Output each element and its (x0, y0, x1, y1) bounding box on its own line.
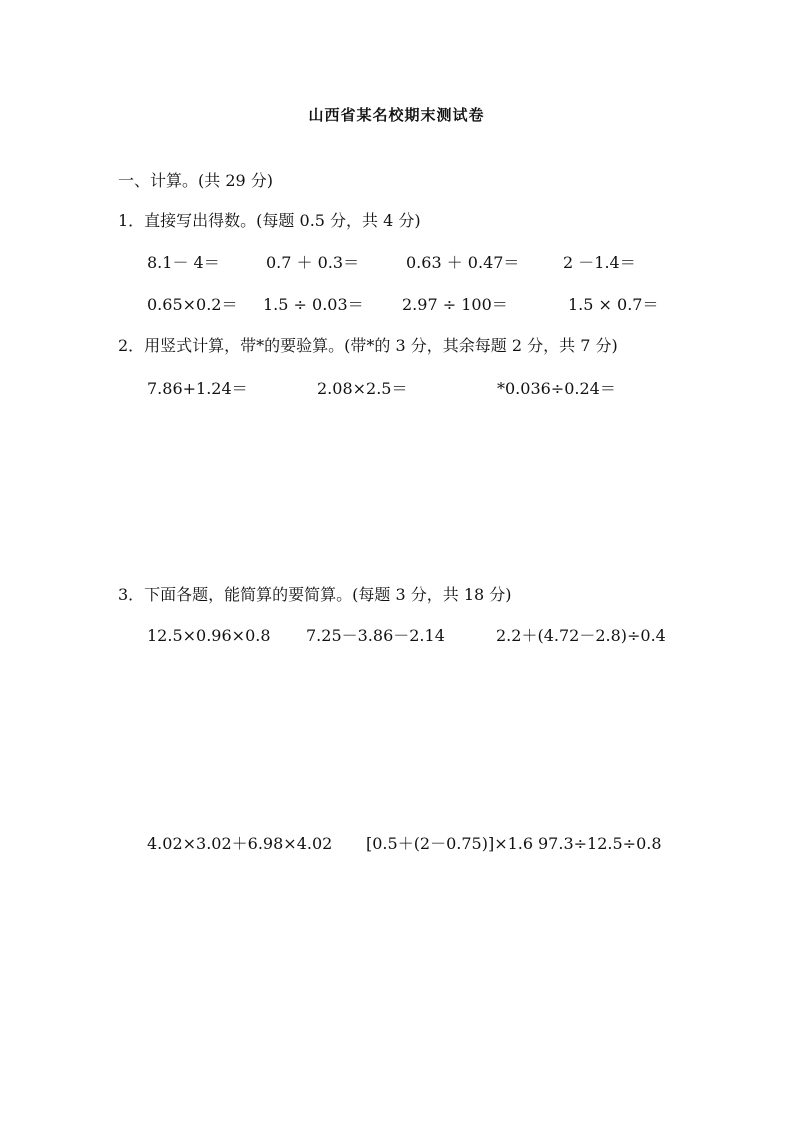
q3-expression: 7.25－3.86－2.14 (306, 626, 445, 645)
question-2-heading: 2．用竖式计算，带*的要验算。(带*的 3 分，其余每题 2 分，共 7 分) (118, 336, 618, 355)
q2-expression: *0.036÷0.24＝ (497, 379, 616, 398)
q3-expression: 97.3÷12.5÷0.8 (538, 834, 662, 853)
q3-expression: 12.5×0.96×0.8 (147, 626, 271, 645)
q1-expression: 2.97 ÷ 100＝ (402, 295, 508, 314)
q1-expression: 0.65×0.2＝ (147, 295, 238, 314)
q2-expression: 2.08×2.5＝ (317, 379, 408, 398)
question-3-heading: 3．下面各题，能简算的要简算。(每题 3 分，共 18 分) (118, 585, 512, 604)
q3-expression: 2.2＋(4.72－2.8)÷0.4 (496, 626, 666, 645)
question-1-heading: 1．直接写出得数。(每题 0.5 分，共 4 分) (118, 211, 421, 230)
q1-expression: 2 －1.4＝ (563, 253, 636, 272)
q3-expression: [0.5＋(2－0.75)]×1.6 (366, 834, 534, 853)
q1-expression: 0.63 ＋ 0.47＝ (406, 253, 520, 272)
q1-expression: 0.7 ＋ 0.3＝ (266, 253, 360, 272)
q1-expression: 8.1－ 4＝ (147, 253, 220, 272)
q1-expression: 1.5 × 0.7＝ (568, 295, 659, 314)
q2-expression: 7.86+1.24＝ (147, 379, 248, 398)
section-heading-calculation: 一、计算。(共 29 分) (118, 171, 274, 190)
q3-expression: 4.02×3.02＋6.98×4.02 (147, 834, 333, 853)
page-title: 山西省某名校期末测试卷 (308, 106, 485, 124)
q1-expression: 1.5 ÷ 0.03＝ (263, 295, 364, 314)
